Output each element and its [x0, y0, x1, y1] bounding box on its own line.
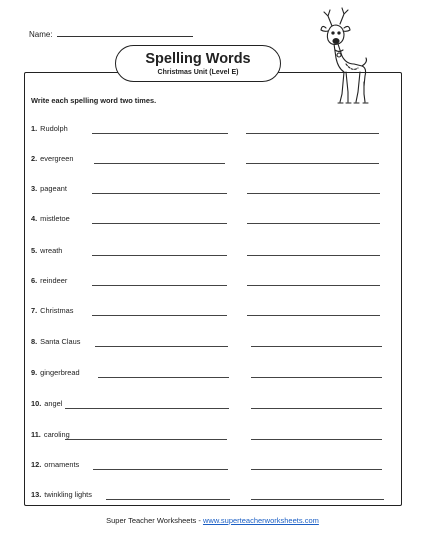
write-line-1[interactable]	[93, 469, 228, 470]
spelling-word: wreath	[40, 246, 63, 255]
page-title: Spelling Words	[145, 51, 251, 67]
spelling-word: caroling	[43, 430, 70, 439]
page-subtitle: Christmas Unit (Level E)	[157, 69, 239, 76]
write-line-1[interactable]	[92, 193, 227, 194]
word-number: 4.	[31, 214, 38, 223]
word-number: 1.	[31, 124, 38, 133]
spelling-word: angel	[44, 399, 63, 408]
write-line-1[interactable]	[95, 346, 228, 347]
write-line-2[interactable]	[251, 439, 382, 440]
write-line-2[interactable]	[251, 346, 382, 347]
spelling-word: ornaments	[44, 460, 80, 469]
write-line-2[interactable]	[247, 193, 380, 194]
word-row	[31, 276, 391, 288]
write-line-1[interactable]	[92, 255, 227, 256]
write-line-1[interactable]	[92, 315, 227, 316]
word-number: 7.	[31, 306, 38, 315]
spelling-word: Christmas	[40, 306, 74, 315]
word-row	[31, 154, 391, 166]
spelling-word: gingerbread	[40, 368, 80, 377]
write-line-1[interactable]	[92, 223, 227, 224]
write-line-2[interactable]	[251, 469, 382, 470]
word-row	[31, 214, 391, 226]
footer-link[interactable]: www.superteacherworksheets.com	[202, 516, 319, 525]
word-row	[31, 124, 391, 136]
spelling-word: evergreen	[40, 154, 74, 163]
write-line-2[interactable]	[247, 255, 380, 256]
word-row	[31, 399, 391, 411]
write-line-1[interactable]	[65, 439, 227, 440]
spelling-word: twinkling lights	[44, 490, 92, 499]
write-line-2[interactable]	[247, 223, 380, 224]
word-number: 6.	[31, 276, 38, 285]
write-line-1[interactable]	[98, 377, 229, 378]
word-number: 11.	[31, 430, 41, 439]
write-line-1[interactable]	[65, 408, 229, 409]
word-row	[31, 460, 391, 472]
word-row	[31, 246, 391, 258]
write-line-1[interactable]	[94, 163, 225, 164]
word-number: 2.	[31, 154, 38, 163]
write-line-2[interactable]	[246, 133, 379, 134]
spelling-word: Rudolph	[40, 124, 68, 133]
word-number: 3.	[31, 184, 38, 193]
write-line-1[interactable]	[92, 133, 228, 134]
write-line-2[interactable]	[246, 163, 379, 164]
spelling-word: Santa Claus	[40, 337, 81, 346]
word-row	[31, 490, 391, 502]
write-line-2[interactable]	[251, 499, 384, 500]
word-row	[31, 184, 391, 196]
word-row	[31, 306, 391, 318]
footer-text: Super Teacher Worksheets -	[106, 516, 203, 525]
write-line-2[interactable]	[247, 285, 380, 286]
word-row	[31, 368, 391, 380]
write-line-1[interactable]	[106, 499, 230, 500]
write-line-1[interactable]	[92, 285, 227, 286]
word-row	[31, 430, 391, 442]
write-line-2[interactable]	[251, 408, 382, 409]
name-line[interactable]	[57, 29, 193, 37]
word-number: 9.	[31, 368, 38, 377]
write-line-2[interactable]	[247, 315, 380, 316]
name-field	[29, 29, 193, 39]
title-banner	[115, 45, 281, 82]
word-number: 10.	[31, 399, 42, 408]
instructions: Write each spelling word two times.	[31, 96, 157, 105]
word-number: 13.	[31, 490, 42, 499]
word-number: 5.	[31, 246, 38, 255]
word-number: 8.	[31, 337, 38, 346]
word-number: 12.	[31, 460, 42, 469]
word-row	[31, 337, 391, 349]
spelling-word: pageant	[40, 184, 67, 193]
spelling-word: mistletoe	[40, 214, 70, 223]
spelling-word: reindeer	[40, 276, 68, 285]
write-line-2[interactable]	[251, 377, 382, 378]
name-label: Name:	[29, 30, 53, 39]
footer	[0, 516, 425, 525]
